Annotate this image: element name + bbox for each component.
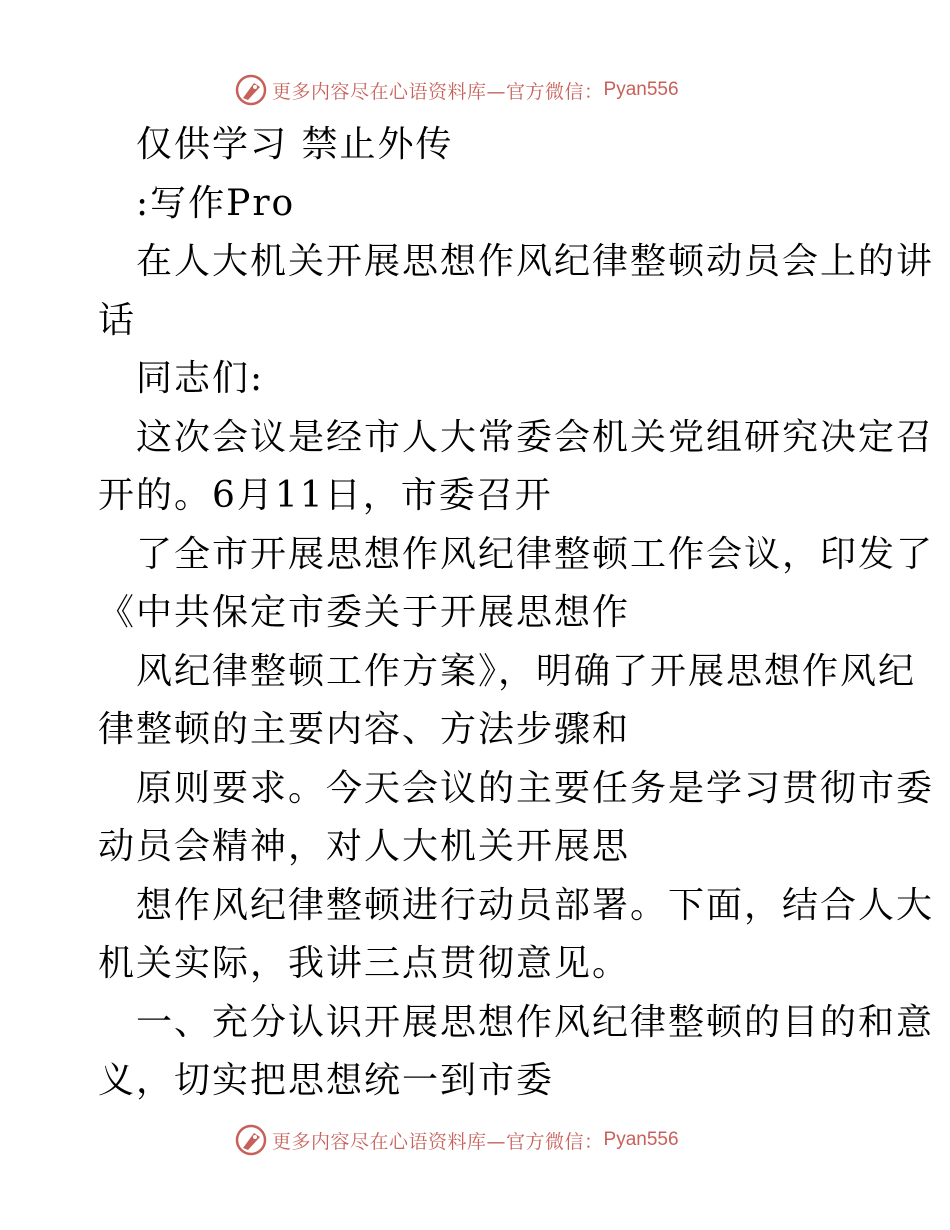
text-line: :写作Pro <box>136 182 296 224</box>
text-line: 一、充分认识开展思想作风纪律整顿的目的和意 <box>136 1001 935 1043</box>
text-line: 动员会精神，对人大机关开展思 <box>98 826 631 867</box>
text-line: 律整顿的主要内容、方法步骤和 <box>98 709 631 750</box>
watermark-text: 更多内容尽在心语资料库—官方微信： <box>272 80 604 103</box>
watermark-banner-top <box>234 72 679 108</box>
watermark-wechat-id: Pyan556 <box>603 1129 679 1150</box>
text-line: 想作风纪律整顿进行动员部署。下面，结合人大 <box>136 884 935 926</box>
document-body <box>98 116 935 1111</box>
pen-nib-logo-icon <box>234 73 268 107</box>
text-line: 同志们: <box>136 358 265 399</box>
text-line: 原则要求。今天会议的主要任务是学习贯彻市委 <box>136 767 935 809</box>
text-line: 《中共保定市委关于开展思想作 <box>98 592 631 633</box>
watermark-banner-bottom <box>234 1122 679 1158</box>
text-line: 风纪律整顿工作方案》，明确了开展思想作风纪 <box>136 650 917 692</box>
text-line: 了全市开展思想作风纪律整顿工作会议，印发了 <box>136 533 935 575</box>
text-line: 这次会议是经市人大常委会机关党组研究决定召 <box>136 416 935 458</box>
watermark-text: 更多内容尽在心语资料库—官方微信： <box>272 1130 604 1153</box>
text-line: 义，切实把思想统一到市委 <box>98 1060 555 1101</box>
text-line: 仅供学习 禁止外传 <box>136 124 454 165</box>
text-line: 话 <box>98 299 137 341</box>
text-line: 在人大机关开展思想作风纪律整顿动员会上的讲 <box>136 241 935 282</box>
pen-nib-logo-icon <box>234 1123 268 1157</box>
text-line: 开的。6月11日，市委召开 <box>98 475 553 516</box>
text-line: 机关实际，我讲三点贯彻意见。 <box>98 943 631 984</box>
watermark-wechat-id: Pyan556 <box>603 79 679 100</box>
